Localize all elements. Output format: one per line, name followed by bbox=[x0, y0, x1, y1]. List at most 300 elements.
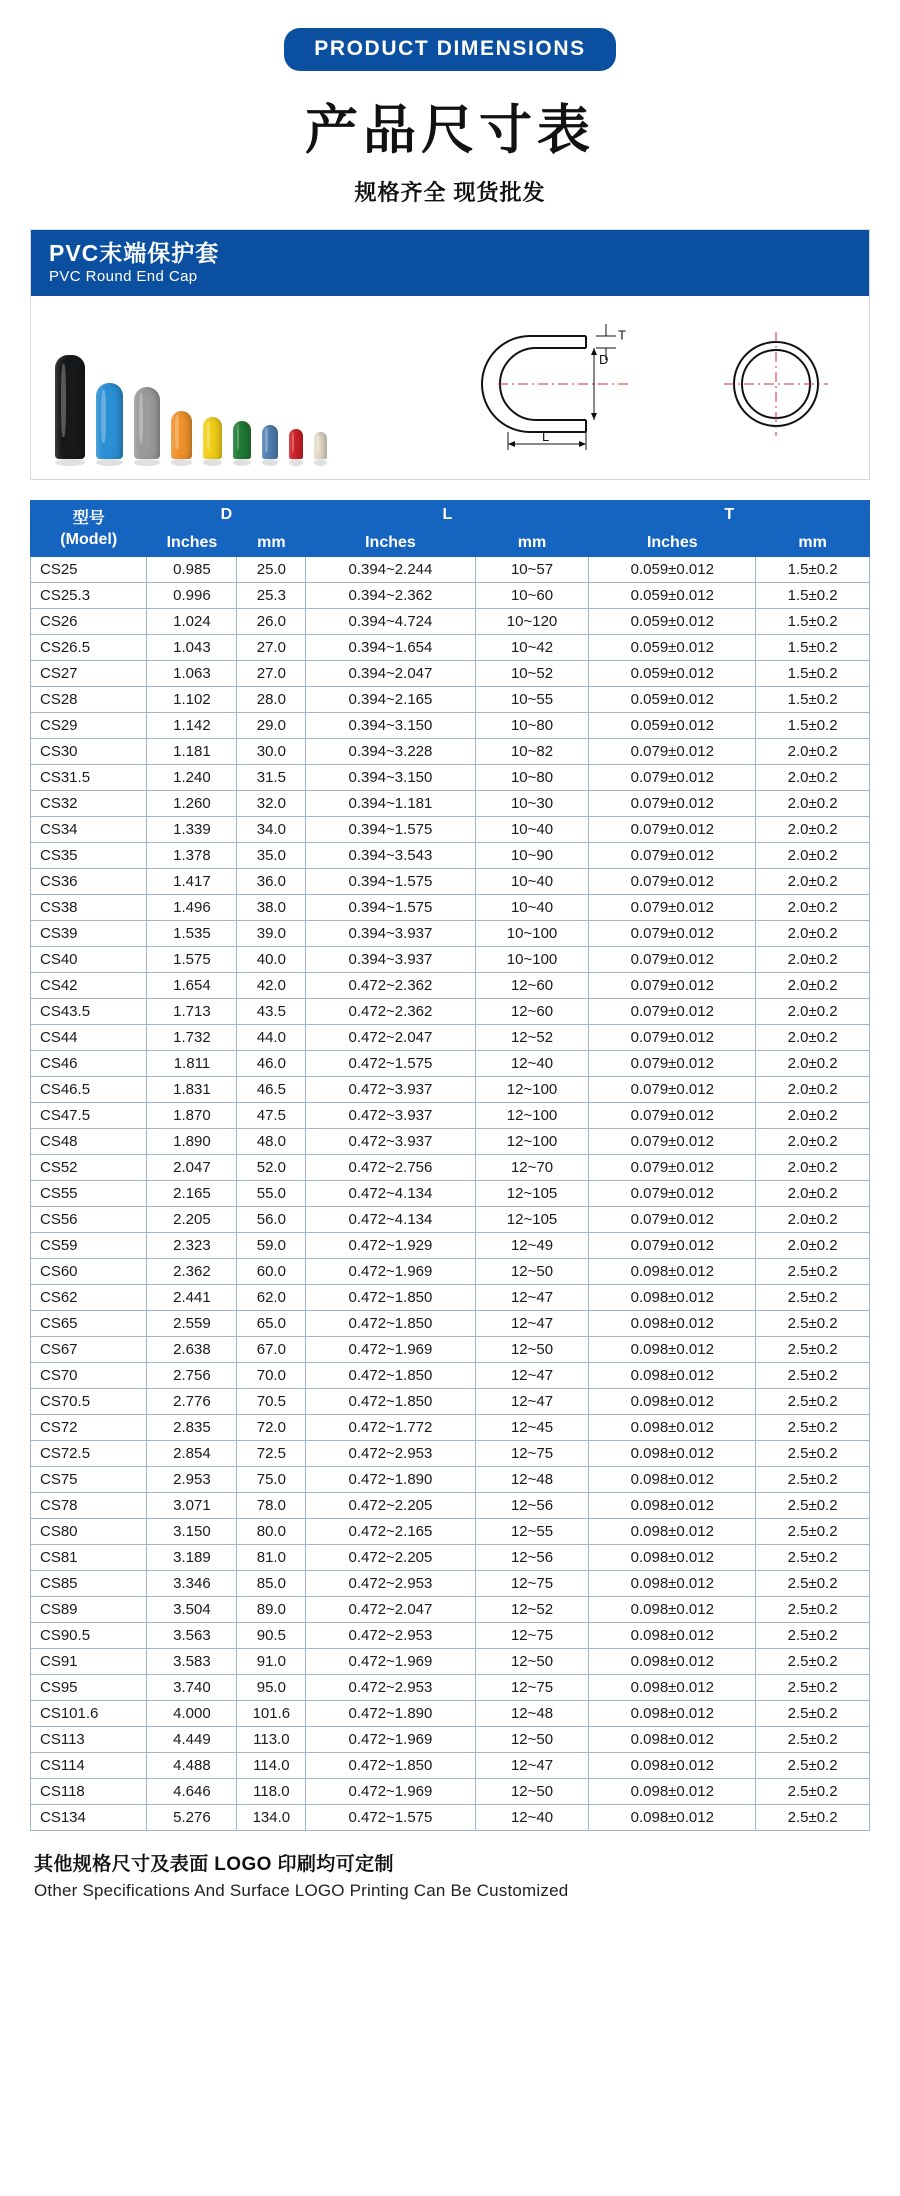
dimensions-table bbox=[30, 500, 870, 1831]
cell-value: 2.0±0.2 bbox=[756, 1155, 870, 1181]
table-row bbox=[31, 1337, 870, 1363]
cell-value: 1.870 bbox=[147, 1103, 237, 1129]
cell-value: 10~80 bbox=[475, 765, 589, 791]
cell-value: 0.394~4.724 bbox=[306, 609, 475, 635]
table-row bbox=[31, 1181, 870, 1207]
cell-value: 2.0±0.2 bbox=[756, 1025, 870, 1051]
cell-value: 12~52 bbox=[475, 1597, 589, 1623]
cell-value: 91.0 bbox=[237, 1649, 306, 1675]
cell-value: 2.835 bbox=[147, 1415, 237, 1441]
cell-value: 2.5±0.2 bbox=[756, 1545, 870, 1571]
cell-value: 12~75 bbox=[475, 1571, 589, 1597]
cell-model: CS27 bbox=[31, 661, 147, 687]
cell-value: 1.024 bbox=[147, 609, 237, 635]
svg-text:L: L bbox=[542, 429, 550, 445]
cell-value: 0.079±0.012 bbox=[589, 895, 756, 921]
end-cap-sample bbox=[262, 425, 278, 459]
cell-value: 0.472~1.969 bbox=[306, 1337, 475, 1363]
cell-value: 2.953 bbox=[147, 1467, 237, 1493]
cell-value: 44.0 bbox=[237, 1025, 306, 1051]
cell-value: 1.831 bbox=[147, 1077, 237, 1103]
cell-value: 4.000 bbox=[147, 1701, 237, 1727]
cell-value: 1.417 bbox=[147, 869, 237, 895]
cell-value: 2.5±0.2 bbox=[756, 1337, 870, 1363]
table-row bbox=[31, 1103, 870, 1129]
table-row bbox=[31, 1207, 870, 1233]
cell-value: 0.079±0.012 bbox=[589, 999, 756, 1025]
cell-value: 113.0 bbox=[237, 1727, 306, 1753]
cell-value: 0.079±0.012 bbox=[589, 1207, 756, 1233]
cell-value: 12~47 bbox=[475, 1389, 589, 1415]
column-header-model bbox=[31, 501, 147, 557]
cell-value: 38.0 bbox=[237, 895, 306, 921]
footer-note bbox=[30, 1849, 870, 1901]
cell-value: 27.0 bbox=[237, 635, 306, 661]
cell-value: 0.394~3.228 bbox=[306, 739, 475, 765]
cell-value: 39.0 bbox=[237, 921, 306, 947]
cell-value: 12~56 bbox=[475, 1493, 589, 1519]
cell-value: 0.394~1.575 bbox=[306, 895, 475, 921]
technical-drawing bbox=[468, 314, 849, 465]
cell-value: 0.472~2.953 bbox=[306, 1571, 475, 1597]
cell-value: 75.0 bbox=[237, 1467, 306, 1493]
column-header-group-l: L bbox=[306, 501, 589, 528]
cap-front-view-diagram bbox=[718, 314, 838, 459]
table-row bbox=[31, 1259, 870, 1285]
cell-value: 2.0±0.2 bbox=[756, 869, 870, 895]
cell-value: 3.563 bbox=[147, 1623, 237, 1649]
cell-value: 0.098±0.012 bbox=[589, 1285, 756, 1311]
cell-value: 12~45 bbox=[475, 1415, 589, 1441]
table-row bbox=[31, 1077, 870, 1103]
cell-value: 32.0 bbox=[237, 791, 306, 817]
cell-value: 0.472~1.929 bbox=[306, 1233, 475, 1259]
table-row bbox=[31, 1311, 870, 1337]
table-row bbox=[31, 1545, 870, 1571]
cell-value: 0.079±0.012 bbox=[589, 947, 756, 973]
cell-value: 2.638 bbox=[147, 1337, 237, 1363]
cell-value: 0.472~2.205 bbox=[306, 1545, 475, 1571]
cell-value: 52.0 bbox=[237, 1155, 306, 1181]
cell-value: 12~52 bbox=[475, 1025, 589, 1051]
end-cap-sample bbox=[233, 421, 251, 459]
cell-value: 12~100 bbox=[475, 1103, 589, 1129]
cell-value: 12~75 bbox=[475, 1675, 589, 1701]
cell-value: 43.5 bbox=[237, 999, 306, 1025]
cell-value: 0.472~1.890 bbox=[306, 1467, 475, 1493]
cell-value: 80.0 bbox=[237, 1519, 306, 1545]
cell-value: 10~60 bbox=[475, 583, 589, 609]
cell-value: 0.079±0.012 bbox=[589, 1025, 756, 1051]
cell-value: 0.472~1.890 bbox=[306, 1701, 475, 1727]
cell-value: 12~75 bbox=[475, 1441, 589, 1467]
cell-value: 1.575 bbox=[147, 947, 237, 973]
cell-model: CS56 bbox=[31, 1207, 147, 1233]
end-cap-sample bbox=[314, 432, 327, 459]
cell-value: 0.472~1.575 bbox=[306, 1805, 475, 1831]
cell-value: 0.098±0.012 bbox=[589, 1649, 756, 1675]
cell-value: 2.5±0.2 bbox=[756, 1727, 870, 1753]
end-cap-shadow bbox=[55, 459, 85, 466]
cell-value: 0.472~2.953 bbox=[306, 1623, 475, 1649]
column-header-l-mm: mm bbox=[475, 528, 589, 557]
cell-value: 0.079±0.012 bbox=[589, 843, 756, 869]
cell-value: 3.346 bbox=[147, 1571, 237, 1597]
cell-value: 3.189 bbox=[147, 1545, 237, 1571]
cell-value: 36.0 bbox=[237, 869, 306, 895]
cell-value: 27.0 bbox=[237, 661, 306, 687]
cell-model: CS90.5 bbox=[31, 1623, 147, 1649]
table-row bbox=[31, 791, 870, 817]
cell-value: 12~50 bbox=[475, 1779, 589, 1805]
cell-value: 4.488 bbox=[147, 1753, 237, 1779]
cell-value: 2.0±0.2 bbox=[756, 921, 870, 947]
cell-model: CS59 bbox=[31, 1233, 147, 1259]
cell-value: 10~82 bbox=[475, 739, 589, 765]
cell-model: CS44 bbox=[31, 1025, 147, 1051]
cell-value: 12~105 bbox=[475, 1207, 589, 1233]
cell-model: CS118 bbox=[31, 1779, 147, 1805]
cell-model: CS26.5 bbox=[31, 635, 147, 661]
cell-value: 0.472~4.134 bbox=[306, 1181, 475, 1207]
cell-value: 2.5±0.2 bbox=[756, 1753, 870, 1779]
cell-value: 0.394~1.575 bbox=[306, 817, 475, 843]
model-header-cn: 型号 bbox=[72, 509, 105, 527]
cell-value: 10~100 bbox=[475, 921, 589, 947]
cell-model: CS28 bbox=[31, 687, 147, 713]
cell-value: 2.854 bbox=[147, 1441, 237, 1467]
cell-value: 0.098±0.012 bbox=[589, 1727, 756, 1753]
cell-model: CS34 bbox=[31, 817, 147, 843]
cell-value: 0.079±0.012 bbox=[589, 817, 756, 843]
cell-model: CS91 bbox=[31, 1649, 147, 1675]
svg-text:D: D bbox=[599, 352, 609, 368]
cell-value: 70.0 bbox=[237, 1363, 306, 1389]
cell-value: 12~47 bbox=[475, 1285, 589, 1311]
cell-value: 0.098±0.012 bbox=[589, 1623, 756, 1649]
table-row bbox=[31, 557, 870, 583]
cell-value: 3.740 bbox=[147, 1675, 237, 1701]
cell-value: 0.098±0.012 bbox=[589, 1389, 756, 1415]
cell-value: 12~48 bbox=[475, 1701, 589, 1727]
cell-value: 2.0±0.2 bbox=[756, 1207, 870, 1233]
column-header-d-inches: Inches bbox=[147, 528, 237, 557]
end-cap-shadow bbox=[203, 459, 222, 466]
cell-value: 1.732 bbox=[147, 1025, 237, 1051]
cell-value: 1.5±0.2 bbox=[756, 661, 870, 687]
cell-value: 12~48 bbox=[475, 1467, 589, 1493]
cell-value: 10~57 bbox=[475, 557, 589, 583]
cell-value: 0.079±0.012 bbox=[589, 765, 756, 791]
table-row bbox=[31, 895, 870, 921]
cell-model: CS25.3 bbox=[31, 583, 147, 609]
cell-value: 3.071 bbox=[147, 1493, 237, 1519]
table-row bbox=[31, 1701, 870, 1727]
cell-value: 0.098±0.012 bbox=[589, 1675, 756, 1701]
cell-value: 2.5±0.2 bbox=[756, 1779, 870, 1805]
cell-value: 56.0 bbox=[237, 1207, 306, 1233]
cell-value: 0.394~3.937 bbox=[306, 921, 475, 947]
cell-value: 2.0±0.2 bbox=[756, 1181, 870, 1207]
cap-side-view-diagram bbox=[478, 314, 708, 459]
cell-value: 10~42 bbox=[475, 635, 589, 661]
cell-value: 5.276 bbox=[147, 1805, 237, 1831]
table-row bbox=[31, 1571, 870, 1597]
table-row bbox=[31, 635, 870, 661]
cell-value: 0.098±0.012 bbox=[589, 1701, 756, 1727]
cell-value: 0.394~2.047 bbox=[306, 661, 475, 687]
cell-model: CS39 bbox=[31, 921, 147, 947]
cell-value: 0.472~4.134 bbox=[306, 1207, 475, 1233]
cell-value: 46.0 bbox=[237, 1051, 306, 1077]
cell-model: CS85 bbox=[31, 1571, 147, 1597]
cell-value: 0.472~2.165 bbox=[306, 1519, 475, 1545]
table-row bbox=[31, 1285, 870, 1311]
cell-value: 12~50 bbox=[475, 1337, 589, 1363]
cell-model: CS114 bbox=[31, 1753, 147, 1779]
cell-value: 0.098±0.012 bbox=[589, 1415, 756, 1441]
end-cap-photo-group bbox=[55, 355, 468, 465]
end-cap-sample bbox=[55, 355, 85, 459]
cell-value: 1.260 bbox=[147, 791, 237, 817]
cell-value: 0.098±0.012 bbox=[589, 1311, 756, 1337]
cell-value: 0.394~1.575 bbox=[306, 869, 475, 895]
cell-value: 34.0 bbox=[237, 817, 306, 843]
cell-value: 12~55 bbox=[475, 1519, 589, 1545]
cell-value: 0.098±0.012 bbox=[589, 1467, 756, 1493]
cell-value: 0.472~3.937 bbox=[306, 1103, 475, 1129]
cell-value: 2.5±0.2 bbox=[756, 1311, 870, 1337]
cell-value: 12~56 bbox=[475, 1545, 589, 1571]
cell-value: 2.205 bbox=[147, 1207, 237, 1233]
cell-value: 81.0 bbox=[237, 1545, 306, 1571]
cell-value: 12~105 bbox=[475, 1181, 589, 1207]
cell-value: 1.535 bbox=[147, 921, 237, 947]
cell-value: 67.0 bbox=[237, 1337, 306, 1363]
cell-value: 35.0 bbox=[237, 843, 306, 869]
cell-value: 10~40 bbox=[475, 869, 589, 895]
cell-value: 12~40 bbox=[475, 1805, 589, 1831]
cell-value: 0.985 bbox=[147, 557, 237, 583]
cell-model: CS70.5 bbox=[31, 1389, 147, 1415]
cell-value: 1.890 bbox=[147, 1129, 237, 1155]
cell-value: 60.0 bbox=[237, 1259, 306, 1285]
table-row bbox=[31, 947, 870, 973]
cell-value: 0.472~1.850 bbox=[306, 1753, 475, 1779]
cell-value: 4.449 bbox=[147, 1727, 237, 1753]
table-row bbox=[31, 1597, 870, 1623]
cell-value: 1.654 bbox=[147, 973, 237, 999]
cell-value: 101.6 bbox=[237, 1701, 306, 1727]
cell-value: 10~30 bbox=[475, 791, 589, 817]
cell-value: 10~80 bbox=[475, 713, 589, 739]
cell-value: 2.5±0.2 bbox=[756, 1701, 870, 1727]
cell-value: 12~60 bbox=[475, 973, 589, 999]
cell-value: 2.0±0.2 bbox=[756, 817, 870, 843]
cell-value: 0.059±0.012 bbox=[589, 557, 756, 583]
cell-value: 2.0±0.2 bbox=[756, 1103, 870, 1129]
cell-value: 10~90 bbox=[475, 843, 589, 869]
end-cap-sample bbox=[96, 383, 123, 459]
cell-value: 0.394~3.150 bbox=[306, 713, 475, 739]
cell-value: 0.394~2.165 bbox=[306, 687, 475, 713]
cell-value: 0.472~2.953 bbox=[306, 1441, 475, 1467]
cell-value: 12~100 bbox=[475, 1077, 589, 1103]
table-row bbox=[31, 583, 870, 609]
cell-value: 2.5±0.2 bbox=[756, 1649, 870, 1675]
cell-value: 0.098±0.012 bbox=[589, 1337, 756, 1363]
cell-value: 1.339 bbox=[147, 817, 237, 843]
cell-value: 0.394~1.181 bbox=[306, 791, 475, 817]
cell-value: 0.079±0.012 bbox=[589, 1129, 756, 1155]
product-panel-body bbox=[31, 296, 869, 479]
table-row bbox=[31, 1675, 870, 1701]
cell-model: CS65 bbox=[31, 1311, 147, 1337]
cell-value: 2.559 bbox=[147, 1311, 237, 1337]
cell-value: 12~47 bbox=[475, 1363, 589, 1389]
cell-value: 12~47 bbox=[475, 1753, 589, 1779]
cell-value: 2.5±0.2 bbox=[756, 1467, 870, 1493]
cell-value: 0.059±0.012 bbox=[589, 661, 756, 687]
cell-value: 1.240 bbox=[147, 765, 237, 791]
table-row bbox=[31, 609, 870, 635]
cell-value: 2.0±0.2 bbox=[756, 765, 870, 791]
cell-value: 10~52 bbox=[475, 661, 589, 687]
badge-container bbox=[30, 28, 870, 71]
cell-value: 55.0 bbox=[237, 1181, 306, 1207]
page-subtitle: 规格齐全 现货批发 bbox=[354, 180, 546, 205]
cell-value: 0.079±0.012 bbox=[589, 869, 756, 895]
cell-value: 46.5 bbox=[237, 1077, 306, 1103]
cell-value: 1.713 bbox=[147, 999, 237, 1025]
cell-value: 0.472~2.362 bbox=[306, 973, 475, 999]
cell-value: 0.059±0.012 bbox=[589, 687, 756, 713]
cell-value: 0.079±0.012 bbox=[589, 1233, 756, 1259]
cell-model: CS26 bbox=[31, 609, 147, 635]
cell-value: 29.0 bbox=[237, 713, 306, 739]
cell-value: 0.472~3.937 bbox=[306, 1077, 475, 1103]
cell-value: 0.394~2.362 bbox=[306, 583, 475, 609]
cell-value: 2.0±0.2 bbox=[756, 947, 870, 973]
product-panel bbox=[30, 229, 870, 480]
table-row bbox=[31, 1155, 870, 1181]
cell-value: 2.0±0.2 bbox=[756, 843, 870, 869]
cell-value: 2.0±0.2 bbox=[756, 1051, 870, 1077]
cell-model: CS35 bbox=[31, 843, 147, 869]
cell-value: 12~75 bbox=[475, 1623, 589, 1649]
cell-value: 0.472~1.850 bbox=[306, 1285, 475, 1311]
cell-model: CS101.6 bbox=[31, 1701, 147, 1727]
model-header-en: (Model) bbox=[60, 530, 118, 548]
end-cap-shadow bbox=[289, 459, 303, 466]
cell-value: 0.079±0.012 bbox=[589, 1051, 756, 1077]
end-cap-sample bbox=[171, 411, 192, 459]
cell-model: CS47.5 bbox=[31, 1103, 147, 1129]
cell-value: 0.059±0.012 bbox=[589, 635, 756, 661]
cell-value: 12~47 bbox=[475, 1311, 589, 1337]
cell-value: 72.5 bbox=[237, 1441, 306, 1467]
cell-value: 1.5±0.2 bbox=[756, 557, 870, 583]
cell-model: CS80 bbox=[31, 1519, 147, 1545]
cell-value: 2.323 bbox=[147, 1233, 237, 1259]
cell-value: 62.0 bbox=[237, 1285, 306, 1311]
cell-value: 47.5 bbox=[237, 1103, 306, 1129]
cell-value: 0.098±0.012 bbox=[589, 1519, 756, 1545]
cell-value: 0.079±0.012 bbox=[589, 1181, 756, 1207]
cell-value: 0.472~1.969 bbox=[306, 1259, 475, 1285]
cell-model: CS55 bbox=[31, 1181, 147, 1207]
cell-value: 2.0±0.2 bbox=[756, 895, 870, 921]
cell-value: 89.0 bbox=[237, 1597, 306, 1623]
cell-value: 31.5 bbox=[237, 765, 306, 791]
cell-model: CS113 bbox=[31, 1727, 147, 1753]
cell-value: 2.5±0.2 bbox=[756, 1363, 870, 1389]
cell-value: 12~50 bbox=[475, 1259, 589, 1285]
cell-model: CS95 bbox=[31, 1675, 147, 1701]
cell-value: 2.776 bbox=[147, 1389, 237, 1415]
table-row bbox=[31, 843, 870, 869]
cell-value: 2.362 bbox=[147, 1259, 237, 1285]
cell-model: CS30 bbox=[31, 739, 147, 765]
end-cap-sample bbox=[134, 387, 160, 459]
dimensions-table-body bbox=[31, 557, 870, 1831]
cell-value: 0.472~2.756 bbox=[306, 1155, 475, 1181]
cell-value: 1.043 bbox=[147, 635, 237, 661]
table-row bbox=[31, 999, 870, 1025]
cell-value: 2.165 bbox=[147, 1181, 237, 1207]
cell-value: 12~70 bbox=[475, 1155, 589, 1181]
table-row bbox=[31, 1467, 870, 1493]
table-row bbox=[31, 921, 870, 947]
cell-value: 0.472~2.047 bbox=[306, 1597, 475, 1623]
end-cap-shadow bbox=[262, 459, 278, 466]
table-row bbox=[31, 817, 870, 843]
cell-value: 0.098±0.012 bbox=[589, 1545, 756, 1571]
cell-value: 2.5±0.2 bbox=[756, 1259, 870, 1285]
cell-value: 3.504 bbox=[147, 1597, 237, 1623]
cell-value: 0.059±0.012 bbox=[589, 609, 756, 635]
cell-value: 2.5±0.2 bbox=[756, 1597, 870, 1623]
cell-model: CS81 bbox=[31, 1545, 147, 1571]
cell-value: 134.0 bbox=[237, 1805, 306, 1831]
cell-value: 0.079±0.012 bbox=[589, 973, 756, 999]
cell-model: CS42 bbox=[31, 973, 147, 999]
cell-model: CS134 bbox=[31, 1805, 147, 1831]
cell-value: 12~50 bbox=[475, 1727, 589, 1753]
cell-value: 95.0 bbox=[237, 1675, 306, 1701]
cell-value: 0.098±0.012 bbox=[589, 1571, 756, 1597]
table-row bbox=[31, 869, 870, 895]
table-row bbox=[31, 1129, 870, 1155]
cell-value: 2.756 bbox=[147, 1363, 237, 1389]
cell-value: 0.472~1.772 bbox=[306, 1415, 475, 1441]
end-cap-sample bbox=[289, 429, 303, 459]
cell-value: 1.5±0.2 bbox=[756, 583, 870, 609]
cell-value: 1.181 bbox=[147, 739, 237, 765]
cell-model: CS25 bbox=[31, 557, 147, 583]
cell-value: 40.0 bbox=[237, 947, 306, 973]
cell-value: 0.394~1.654 bbox=[306, 635, 475, 661]
table-row bbox=[31, 1415, 870, 1441]
cell-value: 0.472~1.850 bbox=[306, 1363, 475, 1389]
cell-value: 0.394~2.244 bbox=[306, 557, 475, 583]
cell-value: 1.811 bbox=[147, 1051, 237, 1077]
cell-value: 90.5 bbox=[237, 1623, 306, 1649]
cell-value: 0.472~1.969 bbox=[306, 1727, 475, 1753]
cell-value: 0.394~3.150 bbox=[306, 765, 475, 791]
cell-model: CS36 bbox=[31, 869, 147, 895]
table-row bbox=[31, 973, 870, 999]
